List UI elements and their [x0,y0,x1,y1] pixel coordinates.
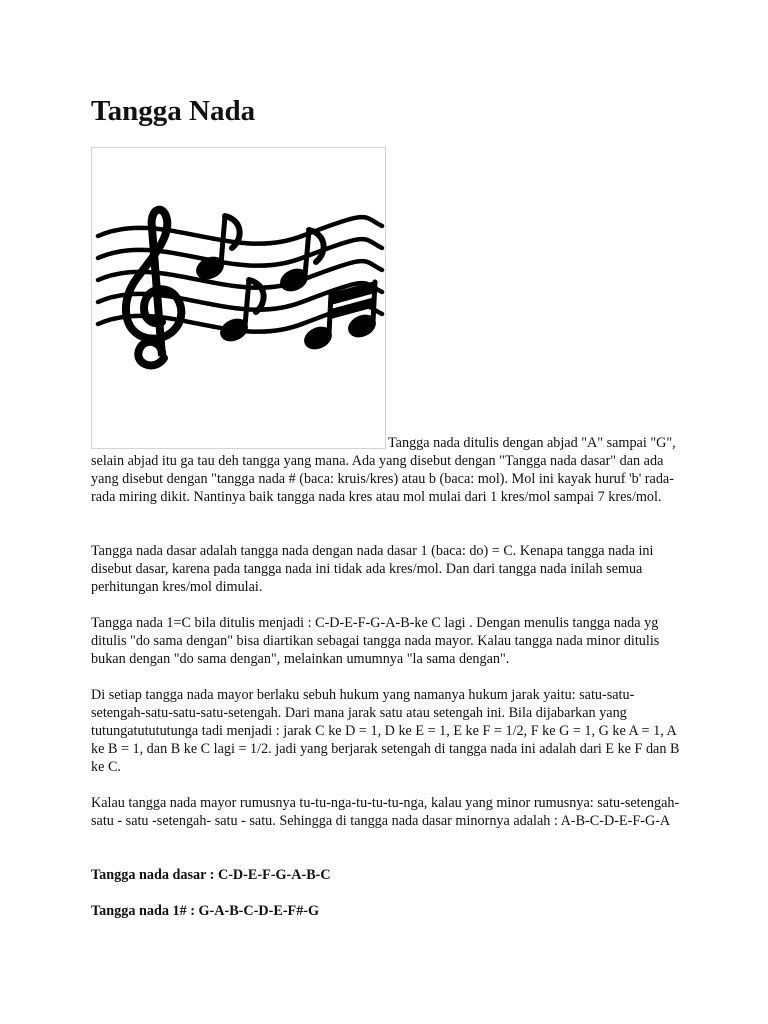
page-title: Tangga Nada [91,95,256,127]
paragraph-tangga-nada-c: Tangga nada 1=C bila ditulis menjadi : C-D-E-F-G-A-B-ke C lagi . Dengan menulis tangga nada yg ditulis "do sama dengan" bisa diartikan sebagai tangga nada mayor. Kalau tangga nada minor ditulis bukan dengan "do sama dengan", melainkan umumnya "la sama dengan". [91,615,660,667]
paragraph-tangga-nada-dasar: Tangga nada dasar adalah tangga nada dengan nada dasar 1 (baca: do) = C. Kenapa tangga nada ini disebut dasar, karena pada tangga nada ini tidak ada kres/mol. Dan dari tangga nada inilah semua perhitungan kres/mol dimulai. [91,543,654,595]
scale-line-1-kres: Tangga nada 1# : G-A-B-C-D-E-F#-G [91,903,320,919]
paragraph-hukum-jarak: Di setiap tangga nada mayor berlaku sebuh hukum yang namanya hukum jarak yaitu: satu-satu-setengah-satu-satu-satu-setengah. Dari mana jarak satu atau setengah ini. Bila dijabarkan yang tutungatutututunga tadi menjadi : jarak C ke D = 1, D ke E = 1, E ke F = 1/2, F ke G = 1, G ke A = 1, A ke B = 1, dan B ke C lagi = 1/2. jadi yang berjarak setengah di tangga nada ini adalah dari E ke F dan B ke C. [91,687,680,775]
music-notes-image [91,147,386,449]
scale-line-dasar: Tangga nada dasar : C-D-E-F-G-A-B-C [91,867,331,883]
music-notes-treble-clef-icon [92,148,387,450]
intro-paragraph: Tangga nada ditulis dengan abjad "A" sampai "G", selain abjad itu ga tau deh tangga yang mana. Ada yang disebut dengan "Tangga nada dasar" dan ada yang disebut dengan "tangga nada # (baca: kruis/kres) atau b (baca: mol). Mol ini kayak huruf 'b' rada-rada miring dikit. Nantinya baik tangga nada kres atau mol mulai dari 1 kres/mol sampai 7 kres/mol. [91,435,676,505]
paragraph-tangga-nada-minor: Kalau tangga nada mayor rumusnya tu-tu-nga-tu-tu-tu-nga, kalau yang minor rumusnya: satu-setengah- satu - satu -setengah- satu - satu. Sehingga di tangga nada dasar minornya adalah : A-B-C-D-E-F-G-A [91,795,680,829]
